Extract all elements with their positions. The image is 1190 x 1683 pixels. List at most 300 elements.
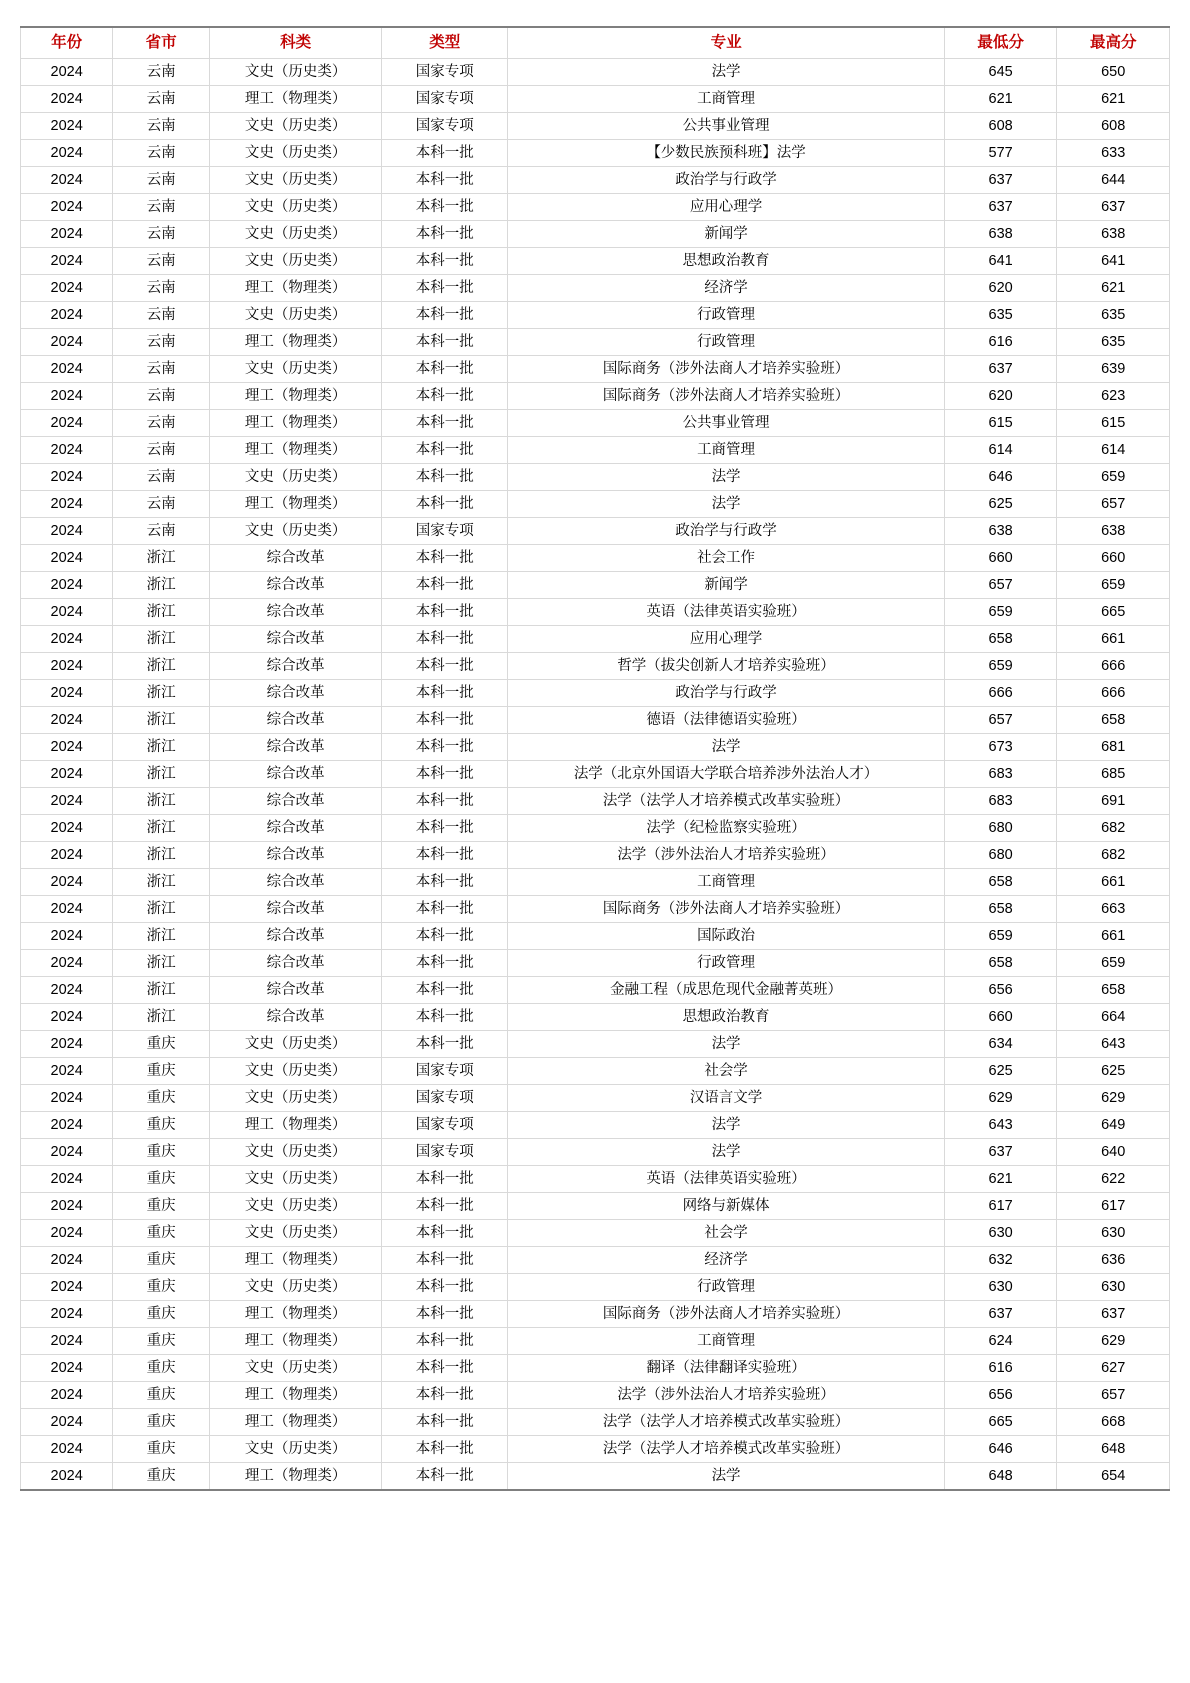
cell-type: 本科一批 <box>382 275 508 302</box>
cell-min-score: 643 <box>944 1112 1057 1139</box>
cell-max-score: 659 <box>1057 572 1170 599</box>
cell-major: 国际商务（涉外法商人才培养实验班） <box>508 896 945 923</box>
cell-major: 德语（法律德语实验班） <box>508 707 945 734</box>
cell-subject-category: 文史（历史类） <box>210 464 382 491</box>
cell-type: 国家专项 <box>382 59 508 86</box>
cell-max-score: 640 <box>1057 1139 1170 1166</box>
table-row <box>21 815 1170 842</box>
cell-major: 国际商务（涉外法商人才培养实验班） <box>508 383 945 410</box>
cell-year: 2024 <box>21 221 113 248</box>
cell-major: 工商管理 <box>508 86 945 113</box>
table-row <box>21 572 1170 599</box>
cell-type: 本科一批 <box>382 1247 508 1274</box>
cell-year: 2024 <box>21 1085 113 1112</box>
cell-type: 本科一批 <box>382 653 508 680</box>
cell-min-score: 638 <box>944 221 1057 248</box>
cell-min-score: 659 <box>944 923 1057 950</box>
table-header-row <box>21 27 1170 59</box>
cell-province: 云南 <box>113 59 210 86</box>
cell-type: 本科一批 <box>382 1274 508 1301</box>
cell-min-score: 666 <box>944 680 1057 707</box>
cell-major: 法学 <box>508 59 945 86</box>
cell-max-score: 649 <box>1057 1112 1170 1139</box>
cell-min-score: 673 <box>944 734 1057 761</box>
cell-major: 汉语言文学 <box>508 1085 945 1112</box>
cell-max-score: 666 <box>1057 653 1170 680</box>
table-row <box>21 410 1170 437</box>
cell-year: 2024 <box>21 59 113 86</box>
cell-type: 本科一批 <box>382 140 508 167</box>
cell-province: 云南 <box>113 464 210 491</box>
table-row <box>21 518 1170 545</box>
cell-subject-category: 文史（历史类） <box>210 1031 382 1058</box>
cell-type: 本科一批 <box>382 1193 508 1220</box>
cell-year: 2024 <box>21 923 113 950</box>
cell-subject-category: 文史（历史类） <box>210 1085 382 1112</box>
cell-min-score: 638 <box>944 518 1057 545</box>
cell-major: 行政管理 <box>508 1274 945 1301</box>
cell-type: 本科一批 <box>382 248 508 275</box>
cell-major: 新闻学 <box>508 221 945 248</box>
cell-subject-category: 理工（物理类） <box>210 1301 382 1328</box>
cell-subject-category: 理工（物理类） <box>210 1328 382 1355</box>
table-row <box>21 1355 1170 1382</box>
cell-province: 浙江 <box>113 815 210 842</box>
cell-type: 本科一批 <box>382 356 508 383</box>
cell-subject-category: 综合改革 <box>210 788 382 815</box>
cell-type: 本科一批 <box>382 896 508 923</box>
table-row <box>21 275 1170 302</box>
table-row <box>21 653 1170 680</box>
cell-max-score: 685 <box>1057 761 1170 788</box>
cell-max-score: 614 <box>1057 437 1170 464</box>
admission-score-table <box>20 26 1170 1491</box>
cell-year: 2024 <box>21 572 113 599</box>
cell-province: 云南 <box>113 248 210 275</box>
cell-min-score: 658 <box>944 869 1057 896</box>
cell-major: 法学（北京外国语大学联合培养涉外法治人才） <box>508 761 945 788</box>
cell-major: 经济学 <box>508 275 945 302</box>
cell-major: 社会工作 <box>508 545 945 572</box>
cell-major: 公共事业管理 <box>508 113 945 140</box>
cell-province: 浙江 <box>113 977 210 1004</box>
cell-max-score: 621 <box>1057 86 1170 113</box>
cell-province: 浙江 <box>113 1004 210 1031</box>
cell-subject-category: 理工（物理类） <box>210 1112 382 1139</box>
cell-max-score: 643 <box>1057 1031 1170 1058</box>
cell-min-score: 617 <box>944 1193 1057 1220</box>
cell-province: 重庆 <box>113 1247 210 1274</box>
cell-province: 云南 <box>113 383 210 410</box>
cell-max-score: 629 <box>1057 1328 1170 1355</box>
cell-type: 本科一批 <box>382 464 508 491</box>
cell-province: 重庆 <box>113 1193 210 1220</box>
cell-province: 浙江 <box>113 896 210 923</box>
table-row <box>21 626 1170 653</box>
cell-max-score: 659 <box>1057 464 1170 491</box>
cell-major: 法学 <box>508 1463 945 1491</box>
cell-year: 2024 <box>21 1355 113 1382</box>
cell-year: 2024 <box>21 113 113 140</box>
cell-province: 重庆 <box>113 1085 210 1112</box>
cell-type: 国家专项 <box>382 113 508 140</box>
cell-year: 2024 <box>21 1193 113 1220</box>
table-row <box>21 329 1170 356</box>
cell-type: 本科一批 <box>382 545 508 572</box>
table-row <box>21 761 1170 788</box>
cell-year: 2024 <box>21 86 113 113</box>
cell-year: 2024 <box>21 140 113 167</box>
cell-subject-category: 文史（历史类） <box>210 194 382 221</box>
cell-year: 2024 <box>21 734 113 761</box>
cell-subject-category: 文史（历史类） <box>210 1166 382 1193</box>
cell-major: 法学 <box>508 1031 945 1058</box>
cell-max-score: 658 <box>1057 707 1170 734</box>
column-header-subject-category: 科类 <box>210 27 382 59</box>
cell-year: 2024 <box>21 950 113 977</box>
cell-year: 2024 <box>21 1220 113 1247</box>
table-row <box>21 59 1170 86</box>
cell-max-score: 627 <box>1057 1355 1170 1382</box>
cell-min-score: 625 <box>944 491 1057 518</box>
cell-province: 重庆 <box>113 1139 210 1166</box>
cell-max-score: 691 <box>1057 788 1170 815</box>
cell-major: 法学（法学人才培养模式改革实验班） <box>508 788 945 815</box>
cell-province: 浙江 <box>113 599 210 626</box>
cell-min-score: 656 <box>944 977 1057 1004</box>
cell-subject-category: 文史（历史类） <box>210 1139 382 1166</box>
cell-subject-category: 文史（历史类） <box>210 1058 382 1085</box>
table-row <box>21 1247 1170 1274</box>
table-row <box>21 869 1170 896</box>
cell-year: 2024 <box>21 437 113 464</box>
cell-type: 本科一批 <box>382 1166 508 1193</box>
cell-province: 浙江 <box>113 950 210 977</box>
cell-major: 经济学 <box>508 1247 945 1274</box>
cell-province: 浙江 <box>113 626 210 653</box>
cell-major: 思想政治教育 <box>508 248 945 275</box>
cell-type: 本科一批 <box>382 1328 508 1355</box>
table-row <box>21 113 1170 140</box>
cell-year: 2024 <box>21 329 113 356</box>
cell-year: 2024 <box>21 842 113 869</box>
cell-min-score: 658 <box>944 626 1057 653</box>
table-row <box>21 1301 1170 1328</box>
cell-province: 重庆 <box>113 1436 210 1463</box>
cell-year: 2024 <box>21 194 113 221</box>
cell-type: 本科一批 <box>382 1409 508 1436</box>
cell-year: 2024 <box>21 1301 113 1328</box>
cell-max-score: 648 <box>1057 1436 1170 1463</box>
cell-max-score: 682 <box>1057 815 1170 842</box>
cell-min-score: 608 <box>944 113 1057 140</box>
table-row <box>21 1139 1170 1166</box>
cell-province: 重庆 <box>113 1166 210 1193</box>
cell-type: 本科一批 <box>382 815 508 842</box>
cell-year: 2024 <box>21 815 113 842</box>
table-row <box>21 491 1170 518</box>
cell-min-score: 629 <box>944 1085 1057 1112</box>
cell-max-score: 657 <box>1057 1382 1170 1409</box>
cell-year: 2024 <box>21 1328 113 1355</box>
cell-province: 云南 <box>113 140 210 167</box>
cell-year: 2024 <box>21 518 113 545</box>
cell-type: 本科一批 <box>382 1004 508 1031</box>
cell-major: 国际商务（涉外法商人才培养实验班） <box>508 356 945 383</box>
table-row <box>21 140 1170 167</box>
cell-major: 国际商务（涉外法商人才培养实验班） <box>508 1301 945 1328</box>
cell-major: 哲学（拔尖创新人才培养实验班） <box>508 653 945 680</box>
cell-min-score: 630 <box>944 1220 1057 1247</box>
cell-subject-category: 理工（物理类） <box>210 1463 382 1491</box>
cell-min-score: 637 <box>944 1139 1057 1166</box>
cell-subject-category: 理工（物理类） <box>210 86 382 113</box>
cell-type: 本科一批 <box>382 869 508 896</box>
cell-max-score: 635 <box>1057 329 1170 356</box>
table-row <box>21 356 1170 383</box>
cell-max-score: 633 <box>1057 140 1170 167</box>
cell-province: 云南 <box>113 437 210 464</box>
cell-major: 法学 <box>508 1139 945 1166</box>
cell-max-score: 661 <box>1057 626 1170 653</box>
cell-year: 2024 <box>21 491 113 518</box>
cell-major: 法学 <box>508 464 945 491</box>
cell-major: 翻译（法律翻译实验班） <box>508 1355 945 1382</box>
cell-min-score: 637 <box>944 1301 1057 1328</box>
cell-year: 2024 <box>21 275 113 302</box>
cell-subject-category: 理工（物理类） <box>210 491 382 518</box>
cell-max-score: 608 <box>1057 113 1170 140</box>
cell-max-score: 635 <box>1057 302 1170 329</box>
cell-type: 本科一批 <box>382 302 508 329</box>
cell-max-score: 658 <box>1057 977 1170 1004</box>
cell-type: 本科一批 <box>382 1355 508 1382</box>
cell-min-score: 665 <box>944 1409 1057 1436</box>
cell-year: 2024 <box>21 680 113 707</box>
cell-subject-category: 综合改革 <box>210 815 382 842</box>
cell-province: 重庆 <box>113 1355 210 1382</box>
cell-min-score: 614 <box>944 437 1057 464</box>
cell-subject-category: 综合改革 <box>210 734 382 761</box>
table-row <box>21 923 1170 950</box>
cell-year: 2024 <box>21 545 113 572</box>
cell-major: 法学 <box>508 734 945 761</box>
cell-min-score: 658 <box>944 896 1057 923</box>
cell-subject-category: 文史（历史类） <box>210 248 382 275</box>
cell-year: 2024 <box>21 356 113 383</box>
cell-year: 2024 <box>21 653 113 680</box>
cell-subject-category: 理工（物理类） <box>210 410 382 437</box>
cell-subject-category: 文史（历史类） <box>210 59 382 86</box>
cell-min-score: 635 <box>944 302 1057 329</box>
cell-major: 思想政治教育 <box>508 1004 945 1031</box>
cell-major: 法学（法学人才培养模式改革实验班） <box>508 1436 945 1463</box>
cell-subject-category: 理工（物理类） <box>210 329 382 356</box>
cell-province: 浙江 <box>113 869 210 896</box>
cell-max-score: 629 <box>1057 1085 1170 1112</box>
cell-major: 法学（涉外法治人才培养实验班） <box>508 842 945 869</box>
cell-min-score: 660 <box>944 545 1057 572</box>
table-row <box>21 1409 1170 1436</box>
cell-subject-category: 综合改革 <box>210 842 382 869</box>
cell-major: 法学（涉外法治人才培养实验班） <box>508 1382 945 1409</box>
cell-type: 本科一批 <box>382 410 508 437</box>
column-header-major: 专业 <box>508 27 945 59</box>
cell-year: 2024 <box>21 464 113 491</box>
cell-year: 2024 <box>21 410 113 437</box>
cell-year: 2024 <box>21 869 113 896</box>
cell-max-score: 657 <box>1057 491 1170 518</box>
cell-year: 2024 <box>21 302 113 329</box>
cell-subject-category: 综合改革 <box>210 653 382 680</box>
cell-max-score: 665 <box>1057 599 1170 626</box>
cell-major: 网络与新媒体 <box>508 1193 945 1220</box>
cell-year: 2024 <box>21 1247 113 1274</box>
cell-year: 2024 <box>21 1463 113 1491</box>
cell-year: 2024 <box>21 1004 113 1031</box>
cell-province: 重庆 <box>113 1301 210 1328</box>
cell-major: 工商管理 <box>508 437 945 464</box>
cell-type: 国家专项 <box>382 1085 508 1112</box>
cell-province: 云南 <box>113 167 210 194</box>
cell-max-score: 644 <box>1057 167 1170 194</box>
cell-major: 应用心理学 <box>508 626 945 653</box>
cell-subject-category: 文史（历史类） <box>210 1193 382 1220</box>
cell-subject-category: 文史（历史类） <box>210 1436 382 1463</box>
cell-max-score: 682 <box>1057 842 1170 869</box>
cell-province: 重庆 <box>113 1463 210 1491</box>
cell-min-score: 648 <box>944 1463 1057 1491</box>
cell-max-score: 630 <box>1057 1274 1170 1301</box>
cell-major: 国际政治 <box>508 923 945 950</box>
cell-type: 本科一批 <box>382 950 508 977</box>
cell-min-score: 657 <box>944 572 1057 599</box>
table-row <box>21 167 1170 194</box>
cell-major: 社会学 <box>508 1058 945 1085</box>
table-row <box>21 1382 1170 1409</box>
cell-type: 本科一批 <box>382 1382 508 1409</box>
cell-max-score: 650 <box>1057 59 1170 86</box>
cell-year: 2024 <box>21 977 113 1004</box>
cell-type: 本科一批 <box>382 734 508 761</box>
cell-major: 法学 <box>508 1112 945 1139</box>
cell-major: 社会学 <box>508 1220 945 1247</box>
table-row <box>21 1220 1170 1247</box>
cell-year: 2024 <box>21 1112 113 1139</box>
cell-province: 浙江 <box>113 761 210 788</box>
cell-type: 本科一批 <box>382 680 508 707</box>
cell-subject-category: 文史（历史类） <box>210 140 382 167</box>
cell-province: 云南 <box>113 302 210 329</box>
cell-year: 2024 <box>21 383 113 410</box>
cell-subject-category: 文史（历史类） <box>210 113 382 140</box>
table-row <box>21 383 1170 410</box>
cell-type: 本科一批 <box>382 599 508 626</box>
table-row <box>21 680 1170 707</box>
cell-major: 【少数民族预科班】法学 <box>508 140 945 167</box>
cell-province: 浙江 <box>113 842 210 869</box>
cell-subject-category: 综合改革 <box>210 680 382 707</box>
cell-min-score: 616 <box>944 1355 1057 1382</box>
cell-subject-category: 综合改革 <box>210 896 382 923</box>
cell-min-score: 637 <box>944 356 1057 383</box>
column-header-year: 年份 <box>21 27 113 59</box>
cell-min-score: 632 <box>944 1247 1057 1274</box>
cell-subject-category: 理工（物理类） <box>210 1382 382 1409</box>
cell-min-score: 659 <box>944 599 1057 626</box>
cell-min-score: 657 <box>944 707 1057 734</box>
cell-year: 2024 <box>21 1031 113 1058</box>
table-row <box>21 977 1170 1004</box>
cell-min-score: 680 <box>944 842 1057 869</box>
table-row <box>21 194 1170 221</box>
cell-type: 本科一批 <box>382 167 508 194</box>
cell-major: 法学（纪检监察实验班） <box>508 815 945 842</box>
cell-min-score: 624 <box>944 1328 1057 1355</box>
cell-min-score: 659 <box>944 653 1057 680</box>
cell-year: 2024 <box>21 167 113 194</box>
cell-max-score: 630 <box>1057 1220 1170 1247</box>
cell-min-score: 637 <box>944 194 1057 221</box>
cell-province: 浙江 <box>113 923 210 950</box>
cell-subject-category: 文史（历史类） <box>210 518 382 545</box>
cell-subject-category: 文史（历史类） <box>210 1220 382 1247</box>
cell-province: 重庆 <box>113 1274 210 1301</box>
cell-province: 重庆 <box>113 1220 210 1247</box>
cell-min-score: 646 <box>944 1436 1057 1463</box>
cell-max-score: 661 <box>1057 869 1170 896</box>
table-row <box>21 464 1170 491</box>
cell-subject-category: 文史（历史类） <box>210 356 382 383</box>
cell-year: 2024 <box>21 1274 113 1301</box>
cell-max-score: 621 <box>1057 275 1170 302</box>
cell-type: 本科一批 <box>382 1463 508 1491</box>
cell-subject-category: 综合改革 <box>210 707 382 734</box>
cell-type: 本科一批 <box>382 491 508 518</box>
cell-major: 英语（法律英语实验班） <box>508 1166 945 1193</box>
table-row <box>21 1112 1170 1139</box>
cell-province: 重庆 <box>113 1409 210 1436</box>
column-header-min-score: 最低分 <box>944 27 1057 59</box>
cell-province: 云南 <box>113 194 210 221</box>
cell-province: 重庆 <box>113 1382 210 1409</box>
cell-province: 云南 <box>113 356 210 383</box>
cell-year: 2024 <box>21 1139 113 1166</box>
cell-major: 金融工程（成思危现代金融菁英班） <box>508 977 945 1004</box>
cell-type: 本科一批 <box>382 923 508 950</box>
cell-year: 2024 <box>21 896 113 923</box>
cell-province: 浙江 <box>113 653 210 680</box>
cell-min-score: 645 <box>944 59 1057 86</box>
cell-subject-category: 综合改革 <box>210 545 382 572</box>
cell-type: 本科一批 <box>382 194 508 221</box>
cell-major: 行政管理 <box>508 950 945 977</box>
cell-year: 2024 <box>21 599 113 626</box>
cell-min-score: 634 <box>944 1031 1057 1058</box>
cell-major: 政治学与行政学 <box>508 167 945 194</box>
table-row <box>21 1436 1170 1463</box>
cell-type: 国家专项 <box>382 1112 508 1139</box>
cell-max-score: 615 <box>1057 410 1170 437</box>
cell-min-score: 577 <box>944 140 1057 167</box>
cell-year: 2024 <box>21 788 113 815</box>
cell-type: 本科一批 <box>382 707 508 734</box>
table-row <box>21 896 1170 923</box>
cell-province: 浙江 <box>113 707 210 734</box>
table-row <box>21 1031 1170 1058</box>
cell-type: 国家专项 <box>382 1139 508 1166</box>
cell-min-score: 637 <box>944 167 1057 194</box>
